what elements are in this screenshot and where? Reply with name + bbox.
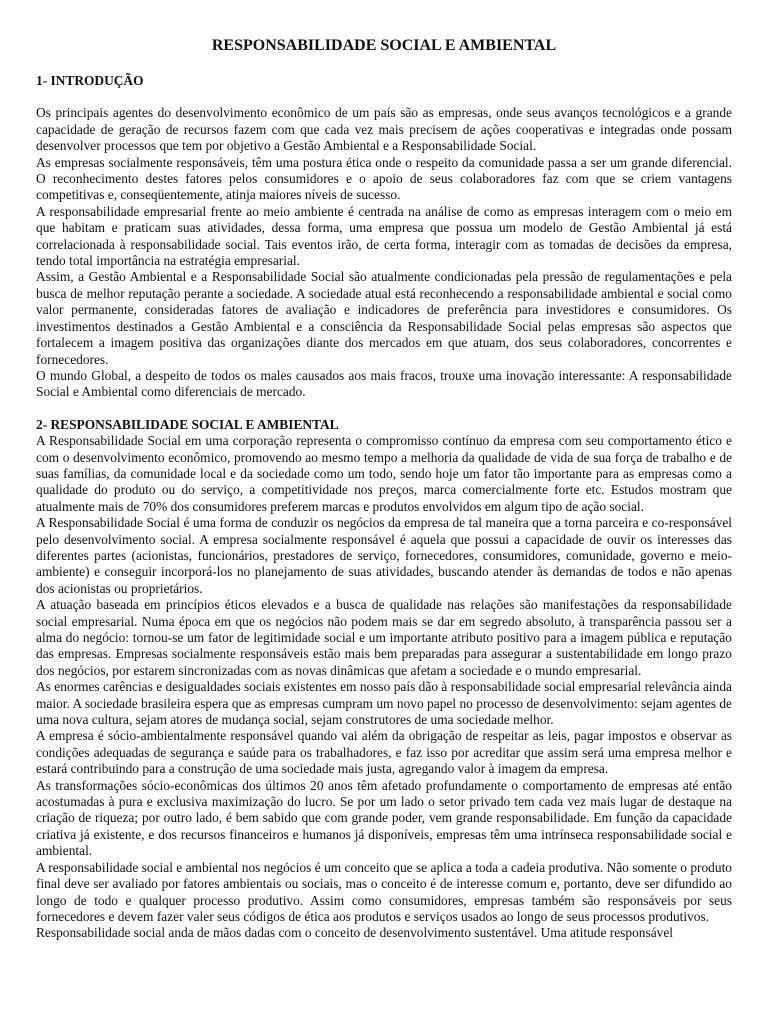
section-introducao	[36, 73, 732, 401]
paragraph: Os principais agentes do desenvolvimento econômico de um país são as empresas, onde seus avanços tecnológicos e a grande capacidade de geração de recursos fazem com que cada vez mais precisem de ações cooperativas e integradas onde possam desenvolver processos que tem por objetivo a Gestão Ambiental e a Responsabilidade Social.	[36, 105, 732, 154]
paragraph: A empresa é sócio-ambientalmente responsável quando vai além da obrigação de respeitar as leis, pagar impostos e observar as condições adequadas de segurança e saúde para os trabalhadores, e faz isso por acreditar que assim será uma empresa melhor e estará contribuindo para a construção de uma sociedade mais justa, agregando valor à imagem da empresa.	[36, 728, 732, 777]
paragraph: A responsabilidade social e ambiental nos negócios é um conceito que se aplica a toda a cadeia produtiva. Não somente o produto final deve ser avaliado por fatores ambientais ou sociais, mas o conceito é de interesse comum e, portanto, deve ser difundido ao longo de todo e qualquer processo produtivo. Assim como consumidores, empresas também são responsáveis por seus fornecedores e devem fazer valer seus códigos de ética aos produtos e serviços usados ao longo de seus processos produtivos.	[36, 859, 732, 924]
section-responsabilidade	[36, 417, 732, 942]
paragraph: As empresas socialmente responsáveis, têm uma postura ética onde o respeito da comunidade passa a ser um grande diferencial. O reconhecimento destes fatores pelos consumidores e o apoio de seus colaboradores faz com que se criem vantagens competitivas e, conseqüentemente, atinja maiores níveis de sucesso.	[36, 154, 732, 203]
paragraph: Responsabilidade social anda de mãos dadas com o conceito de desenvolvimento sustentável. Uma atitude responsável	[36, 925, 673, 941]
paragraph: As transformações sócio-econômicas dos últimos 20 anos têm afetado profundamente o comportamento de empresas até então acostumadas à pura e exclusiva maximização do lucro. Se por um lado o setor privado tem cada vez mais lugar de destaque na criação de riqueza; por outro lado, é bem sabido que com grande poder, vem grande responsabilidade. Em função da capacidade criativa já existente, e dos recursos financeiros e humanos já disponíveis, empresas têm uma intrínseca responsabilidade social e ambiental.	[36, 777, 732, 859]
paragraph: Assim, a Gestão Ambiental e a Responsabilidade Social são atualmente condicionadas pela pressão de regulamentações e pela busca de melhor reputação perante a sociedade. A sociedade atual está reconhecendo a responsabilidade ambiental e social como valor permanente, consideradas fatores de avaliação e indicadores de preferência para investidores e consumidores. Os investimentos destinados a Gestão Ambiental e a consciência da Responsabilidade Social pelas empresas são aspectos que fortalecem a imagem positiva das organizações diante dos mercados em que atuam, dos seus colaboradores, concorrentes e fornecedores.	[36, 269, 732, 367]
paragraph: O mundo Global, a despeito de todos os males causados aos mais fracos, trouxe uma inovação interessante: A responsabilidade Social e Ambiental como diferenciais de mercado.	[36, 367, 732, 400]
paragraph: A responsabilidade empresarial frente ao meio ambiente é centrada na análise de como as empresas interagem com o meio em que habitam e praticam suas atividades, dessa forma, uma empresa que possua um modelo de Gestão Ambiental já está correlacionada à responsabilidade social. Tais eventos irão, de certa forma, interagir com as tomadas de decisões da empresa, tendo total importância na estratégia empresarial.	[36, 203, 732, 269]
section-heading: 1- INTRODUÇÃO	[36, 73, 144, 88]
paragraph: A Responsabilidade Social é uma forma de conduzir os negócios da empresa de tal maneira que a torna parceira e co-responsável pelo desenvolvimento social. A empresa socialmente responsável é aquela que possui a capacidade de ouvir os interesses das diferentes partes (acionistas, funcionários, prestadores de serviço, fornecedores, consumidores, comunidade, governo e meio-ambiente) e conseguir incorporá-los no planejamento de suas atividades, buscando atender às demandas de todos e não apenas dos acionistas ou proprietários.	[36, 515, 732, 596]
paragraph: As enormes carências e desigualdades sociais existentes em nosso país dão à responsabilidade social empresarial relevância ainda maior. A sociedade brasileira espera que as empresas cumpram um novo papel no processo de desenvolvimento: sejam agentes de uma nova cultura, sejam atores de mudança social, sejam construtores de uma sociedade melhor.	[36, 679, 732, 728]
section-heading: 2- RESPONSABILIDADE SOCIAL E AMBIENTAL	[36, 416, 339, 432]
paragraph: A Responsabilidade Social em uma corporação representa o compromisso contínuo da empresa com seu comportamento ético e com o desenvolvimento econômico, promovendo ao mesmo tempo a melhoria da qualidade de vida de sua força de trabalho e de suas famílias, da comunidade local e da sociedade como um todo, sendo hoje um fator tão importante para as empresas como a qualidade do produto ou do serviço, a competitividade nos preços, marca comercialmente forte etc. Estudos mostram que atualmente mais de 70% dos consumidores preferem marcas e produtos envolvidos em algum tipo de ação social.	[36, 433, 732, 514]
document-title: RESPONSABILIDADE SOCIAL E AMBIENTAL	[211, 37, 557, 54]
paragraph: A atuação baseada em princípios éticos elevados e a busca de qualidade nas relações são manifestações da responsabilidade social empresarial. Numa época em que os negócios não podem mais se dar em segredo absoluto, à transparência passou ser a alma do negócio: tornou-se um fator de legitimidade social e um importante atributo positivo para a imagem pública e reputação das empresas. Empresas socialmente responsáveis estão mais bem preparadas para assegurar a sustentabilidade em longo prazo dos negócios, por estarem sincronizadas com as novas dinâmicas que afetam a sociedade e o mundo empresarial.	[36, 597, 732, 678]
document-page	[36, 36, 732, 942]
